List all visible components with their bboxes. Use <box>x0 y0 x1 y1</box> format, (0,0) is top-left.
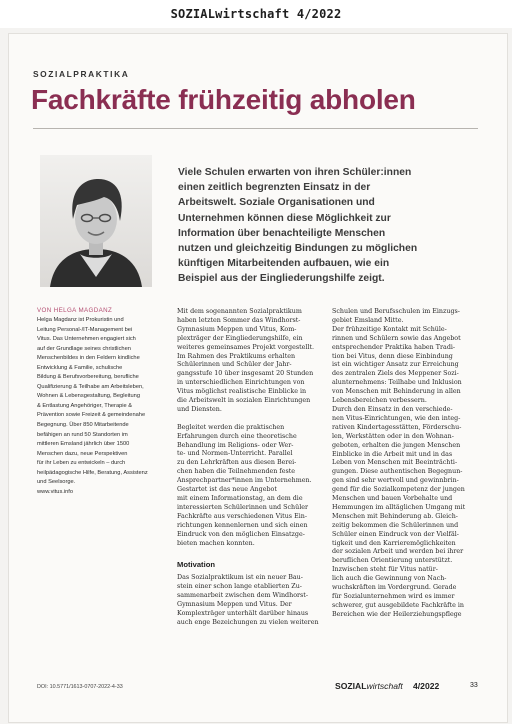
body-line: zeitig bekommen die Schülerinnen und <box>332 521 459 529</box>
paragraph-gap <box>177 415 323 424</box>
body-line: Im Rahmen des Praktikums erhalten <box>177 352 296 360</box>
page-number: 33 <box>470 682 478 689</box>
body-line: Ansprechpartner*innen im Unternehmen. <box>177 477 312 485</box>
body-line: von Menschen mit Behinderung in allen <box>332 388 461 396</box>
bio-line: auf der Grundlage seines christlichen <box>37 345 131 352</box>
body-line: Bereichen wie der Heilerziehungspflege <box>332 610 462 618</box>
subheading-motivation: Motivation <box>177 560 215 570</box>
body-line: geboten, erhalten die jungen Menschen <box>332 441 461 449</box>
body-line: Begleitet werden die praktischen <box>177 423 285 431</box>
doi-reference: DOI: 10.5771/1613-0707-2022-4-33 <box>37 684 123 690</box>
body-line: entsprechender Praktika haben Tradi- <box>332 343 456 351</box>
body-line: Menschen und bauen Vorbehalte und <box>332 495 453 503</box>
body-line: nen Vitus-Einrichtungen, wie den integ- <box>332 414 461 422</box>
body-line: Behandlung im Religions- oder Wer- <box>177 441 294 449</box>
body-line: haben letzten Sommer das Windhorst- <box>177 316 301 324</box>
body-line: Durch den Einsatz in den verschiede- <box>332 405 453 413</box>
body-line: chen haben die Teilnehmenden feste <box>177 468 296 476</box>
body-line: Der frühzeitige Kontakt mit Schüle- <box>332 325 447 333</box>
body-line: tion bei Vitus, denn diese Einbindung <box>332 352 453 360</box>
article-title: Fachkräfte frühzeitig abholen <box>31 84 416 115</box>
author-bio <box>37 316 162 497</box>
author-portrait-photo <box>40 155 152 287</box>
body-line: Eindruck von den möglichen Einsatzge- <box>177 530 305 538</box>
bio-line: Helga Magdanz ist Prokuristin und <box>37 317 124 323</box>
body-line: des zentralen Ziels des Meppener Sozi- <box>332 370 459 378</box>
lead-line: Arbeitswelt. Soziale Organisationen und <box>178 197 375 209</box>
body-line: Gymnasium Meppen und Vitus, Kom- <box>177 325 297 333</box>
bio-line: Bildung & Berufsvorbereitung, berufliche <box>37 374 139 381</box>
body-column-right <box>332 308 478 620</box>
body-line: alunternehmens: Teilhabe und Inklusion <box>332 379 462 387</box>
body-line: plexträger der Eingliederungshilfe, ein <box>177 334 303 342</box>
bio-line: Vitus. Das Unternehmen engagiert sich <box>37 336 136 343</box>
bio-line: befähigen an rund 50 Standorten im <box>37 431 128 438</box>
bio-line: Wohnen & Lebensgestaltung, Begleitung <box>37 393 140 400</box>
body-line: für Sozialunternehmen wird es immer <box>332 593 455 600</box>
body-line: stein einer schon lange etablierten Zu- <box>177 583 302 591</box>
body-column-middle <box>177 308 323 628</box>
body-line: mit einem Informationstag, an dem die <box>177 495 303 503</box>
body-line: schwerer, gut ausgebildete Fachkräfte in <box>332 601 464 609</box>
body-line: sammenarbeit zwischen dem Windhorst- <box>177 592 309 600</box>
body-line: bieten machen konnten. <box>177 539 255 547</box>
bio-line: Prävention sowie Freizeit & gemeindenahe <box>37 412 146 419</box>
section-label: SOZIALPRAKTIKA <box>33 69 130 79</box>
lead-line: künftigen Mitarbeitenden aufbauen, wie ein <box>178 258 390 270</box>
body-line: Fachkräfte aus verschiedenen Vitus Ein- <box>177 512 307 520</box>
body-line: rinnen und Schülern sowie das Angebot <box>332 334 461 342</box>
body-line: gebiet Emsland Mitte. <box>332 316 404 324</box>
body-line: gangsstufe 10 über insgesamt 20 Stunden <box>177 370 314 378</box>
body-line: rativen Kindertagesstätten, Förderschu- <box>332 423 462 431</box>
body-line: wuchskräften im Vordergrund. Gerade <box>332 584 457 592</box>
footer-magazine-name <box>335 681 403 691</box>
bio-line: Menschenbildes in den Feldern kindliche <box>37 355 140 362</box>
body-line: der sozialen Arbeit und werden bei ihrer <box>332 548 464 556</box>
footer-brand-italic: wirtschaft <box>366 681 403 691</box>
body-line: tigkeit und den Karrieremöglichkeiten <box>332 539 456 547</box>
body-line: Einblicke in die Arbeit mit und in das <box>332 450 453 458</box>
bio-line: Leitung Personal-/IT-Management bei <box>37 326 133 333</box>
body-line: Hemmungen im alltäglichen Umgang mit <box>332 503 466 511</box>
body-line: gend für die Sozialkompetenz der jungen <box>332 486 465 494</box>
body-line: die Arbeitswelt in sozialen Einrichtungen <box>177 397 311 405</box>
body-line: in unterschiedlichen Einrichtungen von <box>177 379 305 387</box>
body-line: und Diensten. <box>177 405 222 413</box>
body-line: Schülerinnen und Schüler der Jahr- <box>177 361 292 369</box>
lead-line: nutzen und gleichzeitig Bindungen zu möglichen <box>178 243 418 255</box>
article-lead <box>178 165 482 287</box>
lead-line: einen zeitlich begrenzten Einsatz in der <box>178 182 371 194</box>
body-line: Gymnasium Meppen und Vitus. Der <box>177 600 292 608</box>
top-header: SOZIALwirtschaft 4/2022 <box>0 0 512 28</box>
bio-line: Entwicklung & Familie, schulische <box>37 364 123 371</box>
footer-issue: 4/2022 <box>413 681 440 691</box>
lead-line: Viele Schulen erwarten von ihren Schüler:innen <box>178 167 412 178</box>
bio-line: heilpädagogische Hilfe, Beratung, Assistenz <box>37 469 148 476</box>
body-line: Menschen mit Behinderung ab. Gleich- <box>332 512 458 520</box>
body-line: Komplexträger unterhält darüber hinaus <box>177 609 309 617</box>
body-line: Schüler einen Eindruck von der Vielfäl- <box>332 530 459 538</box>
body-line: beruflichen Orientierung unterstützt. <box>332 557 453 565</box>
footer-brand-bold: SOZIAL <box>335 681 367 691</box>
body-line: Mit dem sogenannten Sozialpraktikum <box>177 308 302 315</box>
body-line: Leben von Menschen mit Beeinträchti- <box>332 459 458 467</box>
body-line: len, Werkstätten oder in den Wohnan- <box>332 432 454 440</box>
body-line: Lebensbereichen verbessern. <box>332 397 427 405</box>
body-line: zu den Lehrkräften aus diesen Berei- <box>177 459 297 467</box>
body-line: Gestartet ist das neue Angebot <box>177 486 277 494</box>
paragraph-gap <box>177 548 323 557</box>
lead-line: Unternehmen können diese Möglichkeit zur <box>178 212 391 224</box>
bio-line: für ihr Leben zu entwickeln – durch <box>37 460 126 467</box>
title-divider <box>33 128 478 129</box>
bio-line: und Seelsorge. <box>37 479 76 486</box>
author-website-link[interactable]: www.vitus.info <box>37 488 74 495</box>
body-line: Erfahrungen durch eine theoretische <box>177 432 297 440</box>
bio-line: mittleren Emsland jährlich über 1500 <box>37 441 130 448</box>
bio-line: Menschen dazu, neue Perspektiven <box>37 450 128 457</box>
lead-line: Information über benachteiligte Menschen <box>178 227 386 239</box>
body-line: auch enge Bezeichungen zu vielen weiteren <box>177 618 319 626</box>
bio-line: Begegnung. Über 850 Mitarbeitende <box>37 422 129 429</box>
body-line: weiteres gemeinsames Projekt vorgestellt. <box>177 343 315 351</box>
body-line: gen sind sehr wertvoll und gewinnbrin- <box>332 477 459 485</box>
body-line: Das Sozialpraktikum ist ein neuer Bau- <box>177 574 303 582</box>
body-line: te- und Normen-Unterricht. Parallel <box>177 450 293 458</box>
body-line: Schulen und Berufsschulen im Einzugs- <box>332 308 460 315</box>
body-line: richtungen kennenlernen und sich einen <box>177 521 308 529</box>
body-line: interessierten Schülerinnen und Schüler <box>177 503 309 511</box>
lead-line: Beispiel aus der Eingliederungshilfe zeigt. <box>178 273 385 285</box>
bio-line: Qualifizierung & Teilhabe am Arbeitsleben, <box>37 383 144 390</box>
body-line: Vitus möglichst realistische Einblicke in <box>177 388 307 396</box>
body-line: ist ein wichtiger Ansatz zur Erreichung <box>332 361 459 369</box>
body-line: Inzwischen steht für Vitus natür- <box>332 566 438 574</box>
bio-line: & Entlastung Angehöriger, Therapie & <box>37 402 133 409</box>
body-line: lich auch die Gewinnung von Nach- <box>332 575 447 583</box>
author-byline: VON HELGA MAGDANZ <box>37 307 113 314</box>
body-line: gungen. Diese authentischen Begegnun- <box>332 468 463 476</box>
